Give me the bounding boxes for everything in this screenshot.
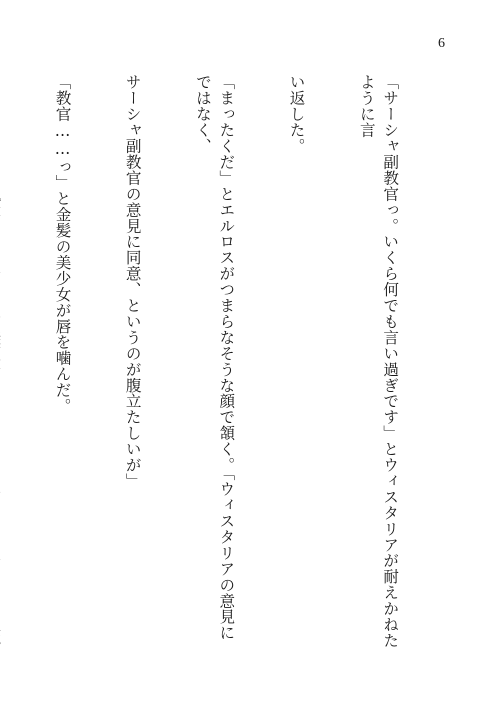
text-line: 「まったくだ」とエルロスがつまらなそうな顔で頷く。「ウィスタリアの意見にではなく、 — [193, 74, 236, 641]
text-line: 「教官……っ」と金髪の美少女が唇を噛んだ。 — [53, 74, 72, 414]
text-line: い返した。 — [287, 74, 306, 154]
page-number: 6 — [438, 36, 445, 51]
text-line: サーシャ副教官の意見に同意、というのが腹立たしいが」 — [123, 74, 142, 489]
text-line: 「サーシャ副教官っ。いくら何でも言い過ぎです」とウィスタリアが耐えかねたように言 — [357, 74, 400, 649]
text-line — [0, 74, 3, 649]
body-text — [48, 74, 448, 649]
